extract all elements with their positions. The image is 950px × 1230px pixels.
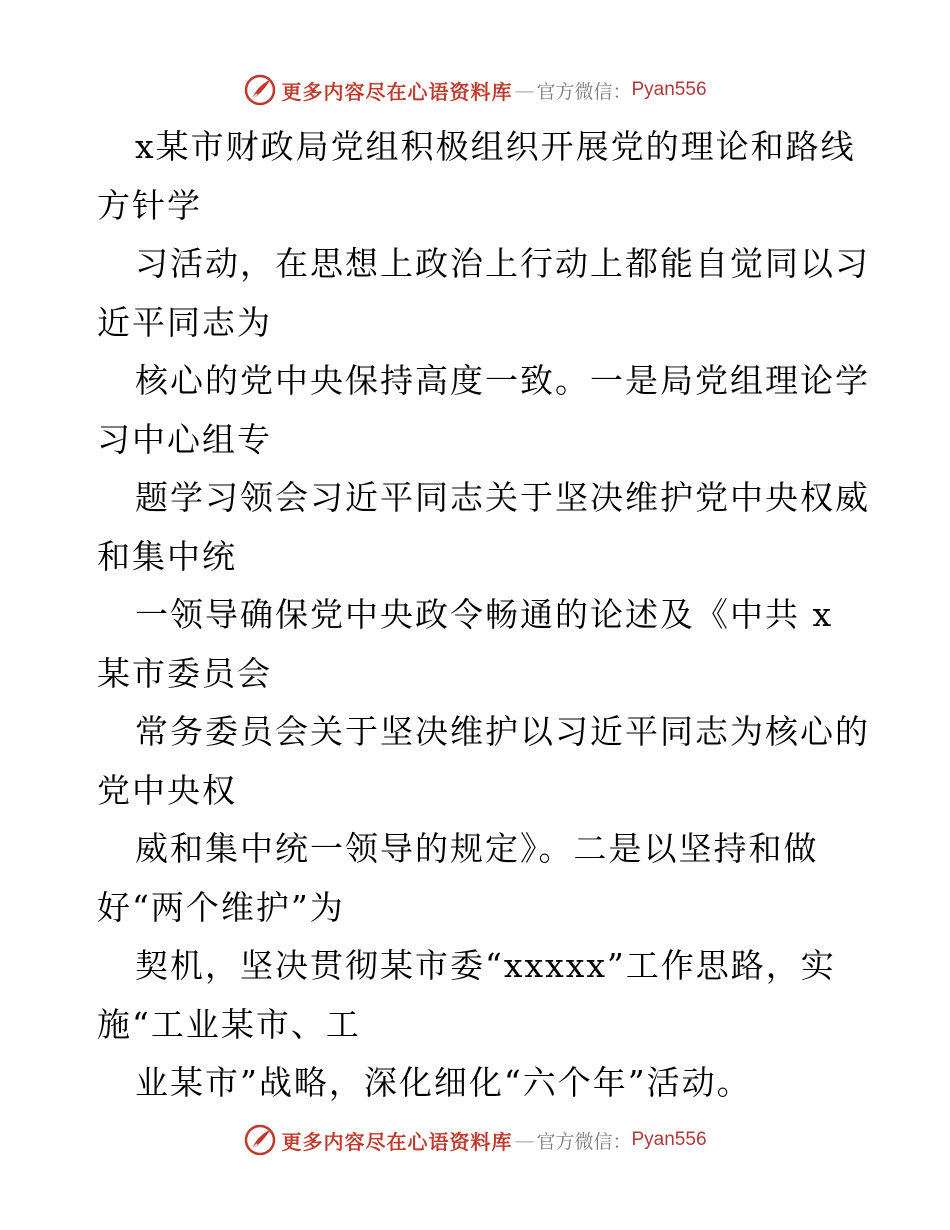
body-line: 近平同志为 [97, 302, 272, 342]
document-body [97, 118, 870, 1113]
body-line: 常务委员会关于坚决维护以习近平同志为核心的 [135, 712, 870, 751]
banner-wechat-label: 官方微信： [536, 80, 632, 103]
body-line: 威和集中统一领导的规定》。二是以坚持和做 [135, 829, 819, 868]
banner-brand-text: 更多内容尽在心语资料库 [281, 1129, 513, 1154]
body-line: 习中心组专 [97, 419, 272, 459]
banner-wechat-label: 官方微信： [536, 1130, 632, 1153]
body-line: 好“两个维护”为 [97, 887, 345, 927]
banner-wechat-id: Pyan556 [631, 1129, 707, 1150]
body-line: 契机，坚决贯彻某市委“xxxxx”工作思路，实 [135, 946, 836, 985]
body-line: 核心的党中央保持高度一致。一是局党组理论学 [135, 361, 870, 400]
body-line: 习活动，在思想上政治上行动上都能自觉同以习 [135, 244, 870, 283]
body-line: x某市财政局党组积极组织开展党的理论和路线 [135, 127, 856, 166]
footer-banner [0, 1120, 950, 1160]
banner-wechat-id: Pyan556 [631, 79, 707, 100]
header-banner [0, 70, 950, 110]
quill-pen-logo-icon [243, 1123, 277, 1157]
body-line: 业某市”战略，深化细化“六个年”活动。 [135, 1063, 752, 1102]
body-line: 方针学 [97, 185, 202, 225]
banner-brand-text: 更多内容尽在心语资料库 [281, 79, 513, 104]
banner-dash: — [514, 78, 535, 102]
banner-dash: — [514, 1128, 535, 1152]
body-line: 某市委员会 [97, 653, 272, 693]
quill-pen-logo-icon [243, 73, 277, 107]
body-line: 党中央权 [97, 770, 237, 810]
body-line: 和集中统 [97, 536, 237, 576]
body-line: 题学习领会习近平同志关于坚决维护党中央权威 [135, 478, 870, 517]
body-line: 一领导确保党中央政令畅通的论述及《中共 x [135, 595, 834, 634]
body-line: 施“工业某市、工 [97, 1004, 361, 1044]
